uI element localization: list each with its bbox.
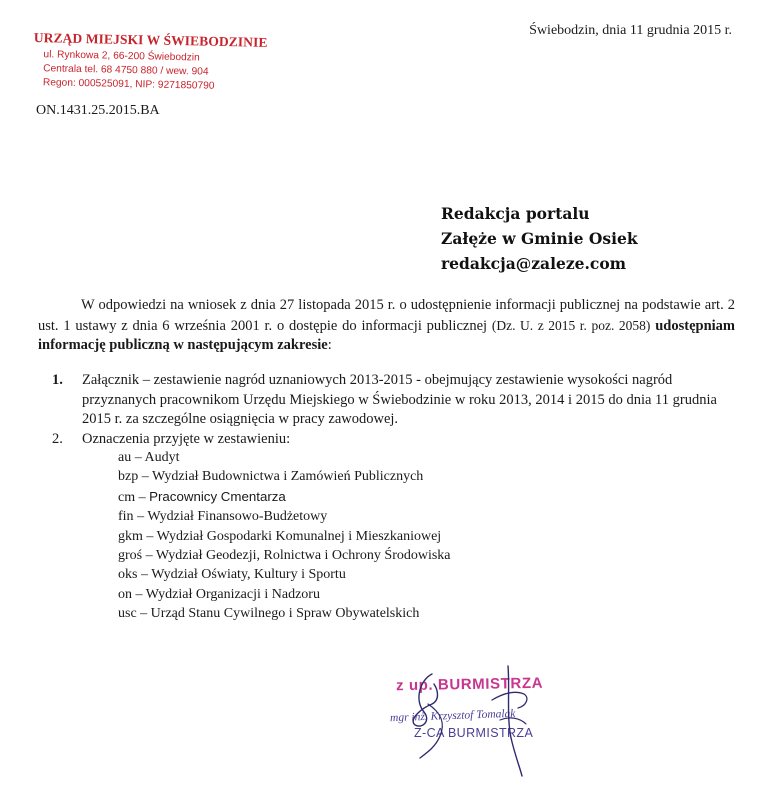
legend-code: groś xyxy=(118,548,143,564)
abbreviation-legend xyxy=(118,448,451,624)
list-item-text: Oznaczenia przyjęte w zestawieniu: xyxy=(82,430,291,447)
signature-stamp-title: z up. BURMISTRZA xyxy=(395,674,544,695)
signature-stamp xyxy=(380,660,610,780)
legend-row: on – Wydział Organizacji i Nadzoru xyxy=(118,586,320,602)
reference-number: ON.1431.25.2015.BA xyxy=(36,103,160,118)
legend-row: oks – Wydział Oświaty, Kultury i Sportu xyxy=(118,567,346,583)
addressee-line-2: Załęże w Gminie Osiek xyxy=(441,229,638,248)
legend-desc: Wydział Gospodarki Komunalnej i Mieszkaniowej xyxy=(156,528,442,544)
legend-row: au – Audyt xyxy=(118,450,180,465)
legend-row: fin – Wydział Finansowo-Budżetowy xyxy=(118,509,328,525)
legend-row: cm – Pracownicy Cmentarza xyxy=(118,488,286,505)
legend-desc: Audyt xyxy=(144,450,180,465)
body-legal-citation: (Dz. U. z 2015 r. poz. 2058) xyxy=(491,317,651,333)
handwritten-signature-icon xyxy=(380,660,610,780)
legend-code: cm xyxy=(118,489,136,505)
legend-row: bzp – Wydział Budownictwa i Zamówień Publicznych xyxy=(118,469,424,485)
legend-code: au xyxy=(118,450,132,465)
legend-desc: Wydział Budownictwa i Zamówień Publicznych xyxy=(151,469,424,485)
letterhead-name: URZĄD MIEJSKI W ŚWIEBODZINIE xyxy=(33,30,268,50)
numbered-list xyxy=(52,371,735,449)
body-paragraph xyxy=(38,296,735,356)
list-item xyxy=(52,430,735,450)
addressee-block xyxy=(441,201,638,276)
letterhead-phone: Centrala tel. 68 4750 880 / wew. 904 xyxy=(43,63,209,78)
place-and-date: Świebodzin, dnia 11 grudnia 2015 r. xyxy=(529,23,732,38)
legend-code: usc xyxy=(118,606,137,622)
letterhead-stamp xyxy=(33,30,268,94)
legend-row: groś – Wydział Geodezji, Rolnictwa i Ochrony Środowiska xyxy=(118,548,451,564)
legend-row: gkm – Wydział Gospodarki Komunalnej i Mieszkaniowej xyxy=(118,528,442,544)
legend-desc: Urząd Stanu Cywilnego i Spraw Obywatelskich xyxy=(150,606,420,622)
body-text-end: : xyxy=(327,337,332,353)
legend-code: gkm xyxy=(118,528,143,544)
legend-code: oks xyxy=(118,567,138,583)
legend-desc: Wydział Organizacji i Nadzoru xyxy=(145,586,320,602)
legend-desc: Pracownicy Cmentarza xyxy=(149,488,286,504)
legend-desc: Wydział Oświaty, Kultury i Sportu xyxy=(151,567,346,583)
signature-stamp-role: Z-CA BURMISTRZA xyxy=(414,726,534,740)
list-item-number: 2. xyxy=(52,430,63,447)
signature-stamp-name: mgr inż. Krzysztof Tomalak xyxy=(389,707,516,725)
body-text-1: W odpowiedzi na wniosek z dnia 27 listopada 2015 r. o udostępnienie informacji publicznej na podstawie art. 2 ust. 1 ustawy z dnia 6 września 2001 r. o dostępie do informacji publicznej xyxy=(38,297,735,334)
legend-desc: Wydział Geodezji, Rolnictwa i Ochrony Środowiska xyxy=(155,548,451,564)
addressee-line-1: Redakcja portalu xyxy=(441,204,590,223)
list-item xyxy=(52,371,735,430)
list-item-number: 1. xyxy=(52,372,63,388)
legend-code: fin xyxy=(118,509,134,525)
legend-row: usc – Urząd Stanu Cywilnego i Spraw Obywatelskich xyxy=(118,606,420,622)
letterhead-regon: Regon: 000525091, NIP: 9271850790 xyxy=(42,77,215,92)
legend-code: bzp xyxy=(118,469,139,485)
legend-desc: Wydział Finansowo-Budżetowy xyxy=(147,509,328,525)
addressee-email: redakcja@zaleze.com xyxy=(441,254,627,273)
list-item-text: Załącznik – zestawienie nagród uznaniowych 2013-2015 - obejmujący zestawienie wysokości nagród przyznanych pracownikom Urzędu Miejskiego w Świebodzinie w roku 2013, 2014 i 2015 do dnia 11 grudnia 2015 r. za szczególne osiągnięcia w pracy zawodowej. xyxy=(82,372,717,427)
letterhead-address: ul. Rynkowa 2, 66-200 Świebodzin xyxy=(43,49,200,64)
body-text-bold: udostępniam informację publiczną w następującym zakresie xyxy=(38,317,736,353)
legend-code: on xyxy=(118,586,132,602)
